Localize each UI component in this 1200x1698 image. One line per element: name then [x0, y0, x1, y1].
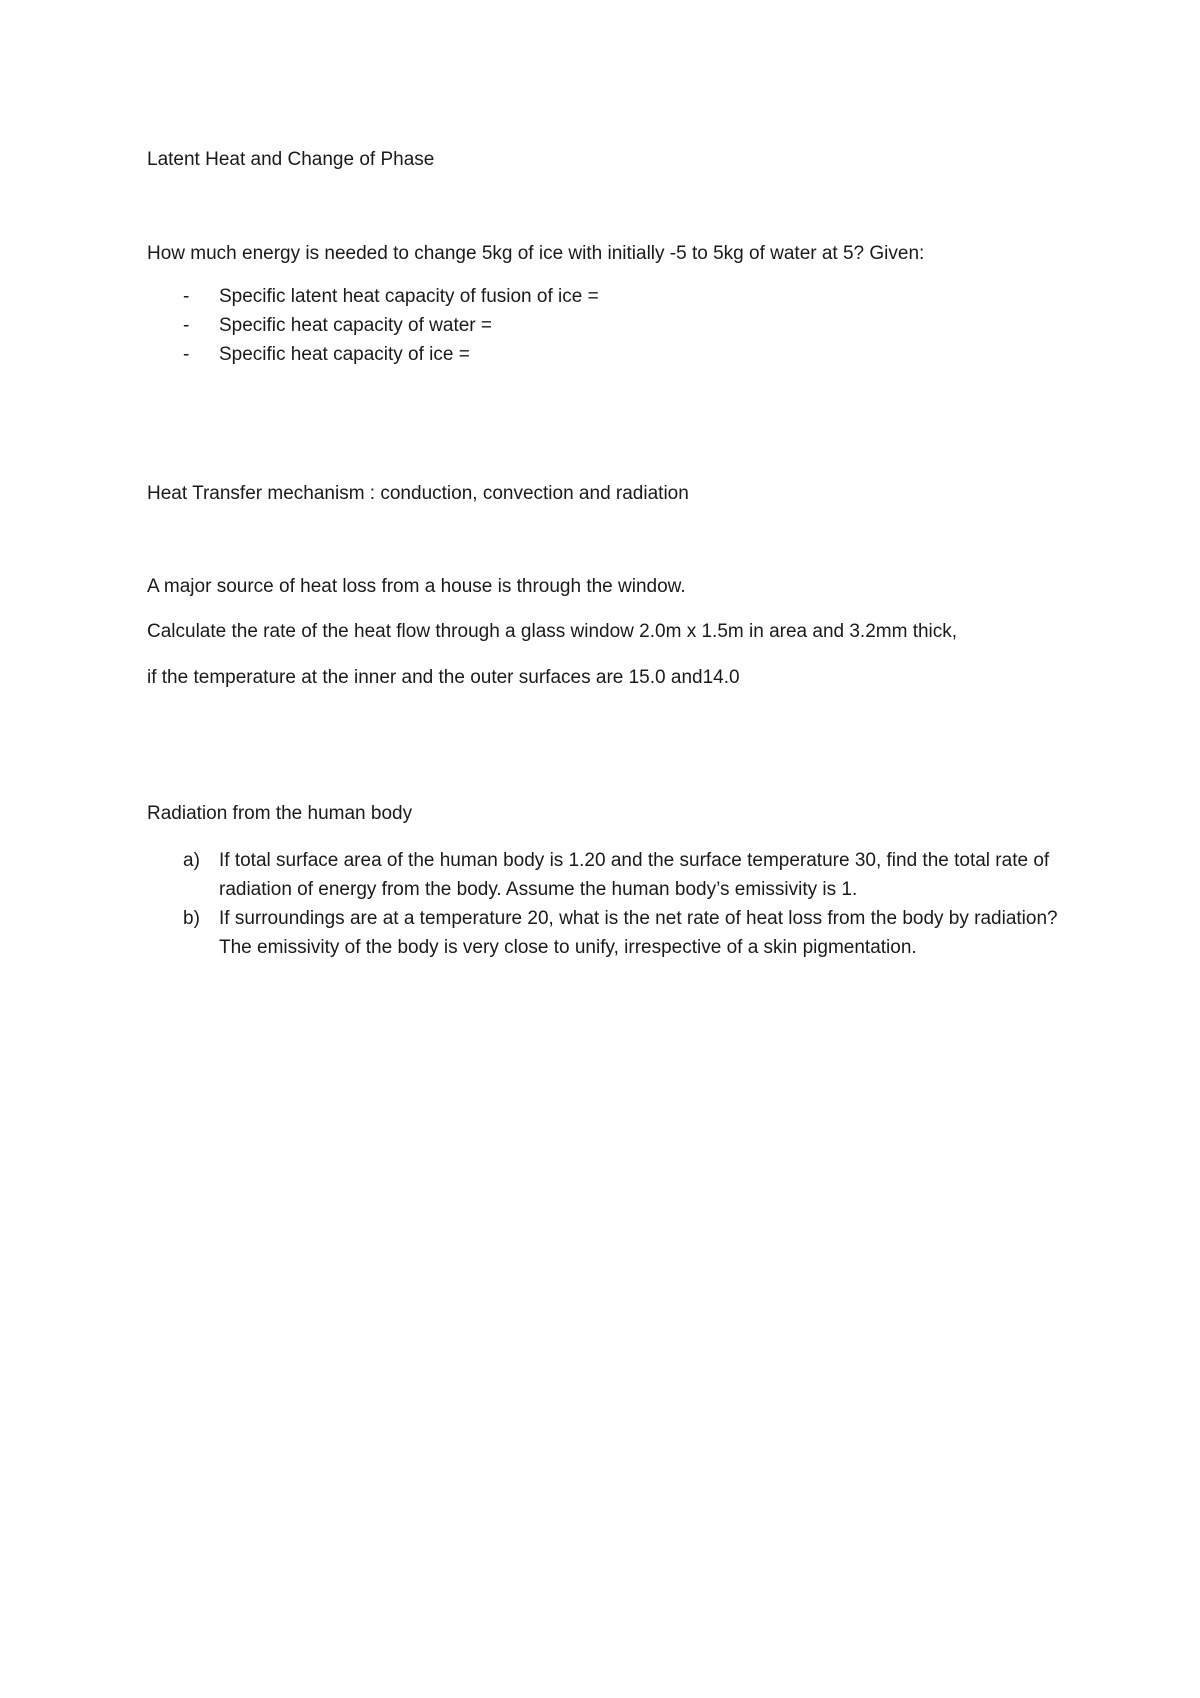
list-item-text: Specific heat capacity of water =	[219, 315, 493, 336]
section-title-heat-transfer: Heat Transfer mechanism : conduction, convection and radiation	[147, 483, 689, 504]
bullet-dash: -	[183, 344, 190, 365]
list-item-text: Specific latent heat capacity of fusion of ice =	[219, 286, 599, 307]
list-item	[147, 285, 599, 314]
bullet-dash: -	[183, 315, 190, 336]
section-title-radiation: Radiation from the human body	[147, 803, 413, 824]
section-title-latent-heat: Latent Heat and Change of Phase	[147, 149, 435, 170]
list-item-text: If surroundings are at a temperature 20, what is the net rate of heat loss from the body by radiation? The emissivity of the body is very close to unify, irrespective of a skin pigmentation.	[219, 908, 1058, 958]
heat-flow-question: Calculate the rate of the heat flow through a glass window 2.0m x 1.5m in area and 3.2mm thick,	[147, 621, 958, 642]
list-marker: b)	[183, 908, 200, 929]
given-values-list	[147, 285, 599, 372]
list-item-text: If total surface area of the human body is 1.20 and the surface temperature 30, find the total rate of radiation of energy from the body. Assume the human body’s emissivity is 1.	[219, 850, 1050, 900]
heat-loss-intro: A major source of heat loss from a house is through the window.	[147, 576, 686, 597]
radiation-questions-list	[147, 846, 1087, 962]
list-item	[147, 343, 599, 372]
heat-flow-temperatures: if the temperature at the inner and the outer surfaces are 15.0 and14.0	[147, 667, 740, 688]
list-item	[147, 904, 1087, 962]
list-item	[147, 846, 1087, 904]
list-marker: a)	[183, 850, 200, 871]
bullet-dash: -	[183, 286, 190, 307]
latent-heat-question: How much energy is needed to change 5kg of ice with initially -5 to 5kg of water at 5? Given:	[147, 243, 925, 264]
list-item-text: Specific heat capacity of ice =	[219, 344, 470, 365]
list-item	[147, 314, 599, 343]
